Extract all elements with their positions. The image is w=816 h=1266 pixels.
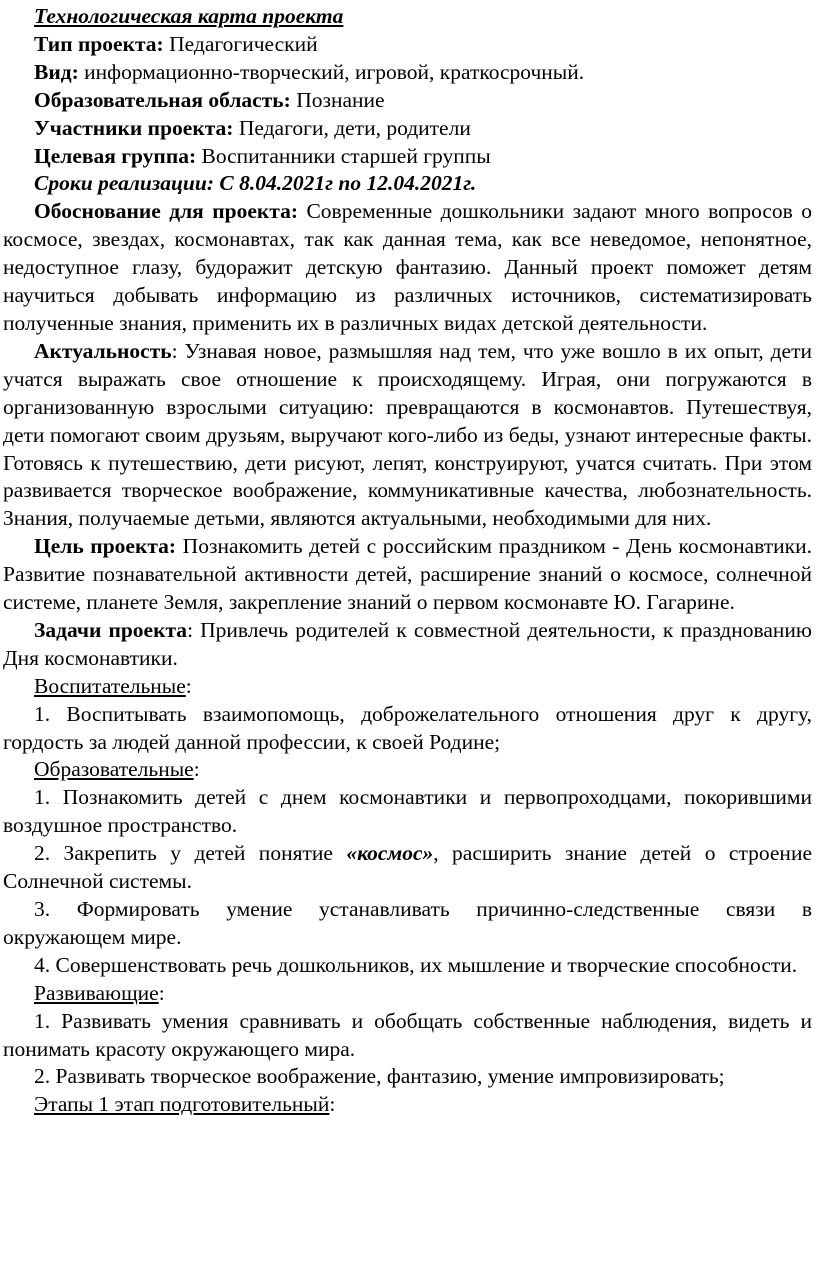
term-kosmos: «космос» <box>346 841 434 866</box>
field-educational-area <box>3 87 812 115</box>
tasks-text: : Привлечь родителей к совместной деятельности, к празднованию Дня космонавтики. <box>3 617 812 670</box>
developing-heading: Развивающие: <box>34 980 165 1005</box>
tasks-label: Задачи проекта <box>34 617 188 642</box>
learning-heading: Образовательные: <box>34 757 200 782</box>
field-label: Вид: <box>34 59 79 84</box>
field-target-group <box>3 143 812 171</box>
field-project-kind <box>3 59 812 87</box>
relevance-text: : Узнавая новое, размышляя над тем, что уже вошло в их опыт, дети учатся выражать свое отношение к происходящему. Играя, они погружаются в организованную взрослыми ситуацию: превращаются в космонавтов. Путешествуя, дети помогают своим друзьям, выручают кого-либо из беды, узнают интересные факты. Готовясь к путешествию, дети рисуют, лепят, конструируют, учатся считать. При этом развивается творческое воображение, коммуникативные качества, любознательность. Знания, получаемые детьми, являются актуальными, необходимыми для них. <box>3 338 812 531</box>
field-label: Целевая группа: <box>34 143 197 168</box>
tasks-paragraph <box>3 617 812 673</box>
educational-heading: Воспитательные: <box>34 673 192 698</box>
goal-label: Цель проекта: <box>34 534 177 559</box>
field-project-type <box>3 31 812 59</box>
learning-item: 3. Формировать умение устанавливать причинно-следственные связи в окружающем мире. <box>3 897 812 949</box>
relevance-paragraph <box>3 338 812 533</box>
developing-item: 1. Развивать умения сравнивать и обобщать собственные наблюдения, видеть и понимать красоту окружающего мира. <box>3 1008 812 1061</box>
document-title: Технологическая карта проекта <box>34 4 344 28</box>
field-value: информационно-творческий, игровой, краткосрочный. <box>78 59 585 84</box>
goal-text: Познакомить детей с российским праздником - День космонавтики. Развитие познавательной активности детей, расширение знаний о космосе, солнечной системе, планете Земля, закрепление знаний о первом космонавте Ю. Гагарине. <box>3 534 812 615</box>
justification-label: Обоснование для проекта: <box>34 199 298 224</box>
field-label: Тип проекта: <box>34 31 164 56</box>
learning-item: 1. Познакомить детей с днем космонавтики и первопроходцами, покорившими воздушное пространство. <box>3 785 812 838</box>
justification-paragraph <box>3 198 812 338</box>
relevance-label: Актуальность <box>34 338 172 363</box>
implementation-period: Сроки реализации: С 8.04.2021г по 12.04.2021г. <box>34 171 477 196</box>
learning-item: 4. Совершенствовать речь дошкольников, их мышление и творческие способности. <box>34 952 798 977</box>
stages-heading: Этапы 1 этап подготовительный: <box>34 1092 336 1117</box>
goal-paragraph <box>3 533 812 617</box>
justification-text: Современные дошкольники задают много вопросов о космосе, звездах, космонавтах, так как данная тема, как все неведомое, непонятное, недоступное глазу, будоражит детскую фантазию. Данный проект поможет детям научиться добывать информацию из различных источников, систематизировать полученные знания, применить их в различных видах детской деятельности. <box>3 199 813 335</box>
educational-item: 1. Воспитывать взаимопомощь, доброжелательного отношения друг к другу, гордость за людей данной профессии, к своей Родине; <box>3 701 812 754</box>
field-label: Образовательная область: <box>34 87 291 112</box>
field-label: Участники проекта: <box>34 115 234 140</box>
field-value: Воспитанники старшей группы <box>196 143 491 168</box>
field-value: Педагоги, дети, родители <box>233 115 471 140</box>
field-participants <box>3 115 812 143</box>
field-value: Педагогический <box>163 31 318 56</box>
developing-item: 2. Развивать творческое воображение, фантазию, умение импровизировать; <box>34 1064 725 1089</box>
field-value: Познание <box>290 87 385 112</box>
learning-item: 2. Закрепить у детей понятие «космос», расширить знание детей о строение Солнечной системы. <box>3 841 812 894</box>
